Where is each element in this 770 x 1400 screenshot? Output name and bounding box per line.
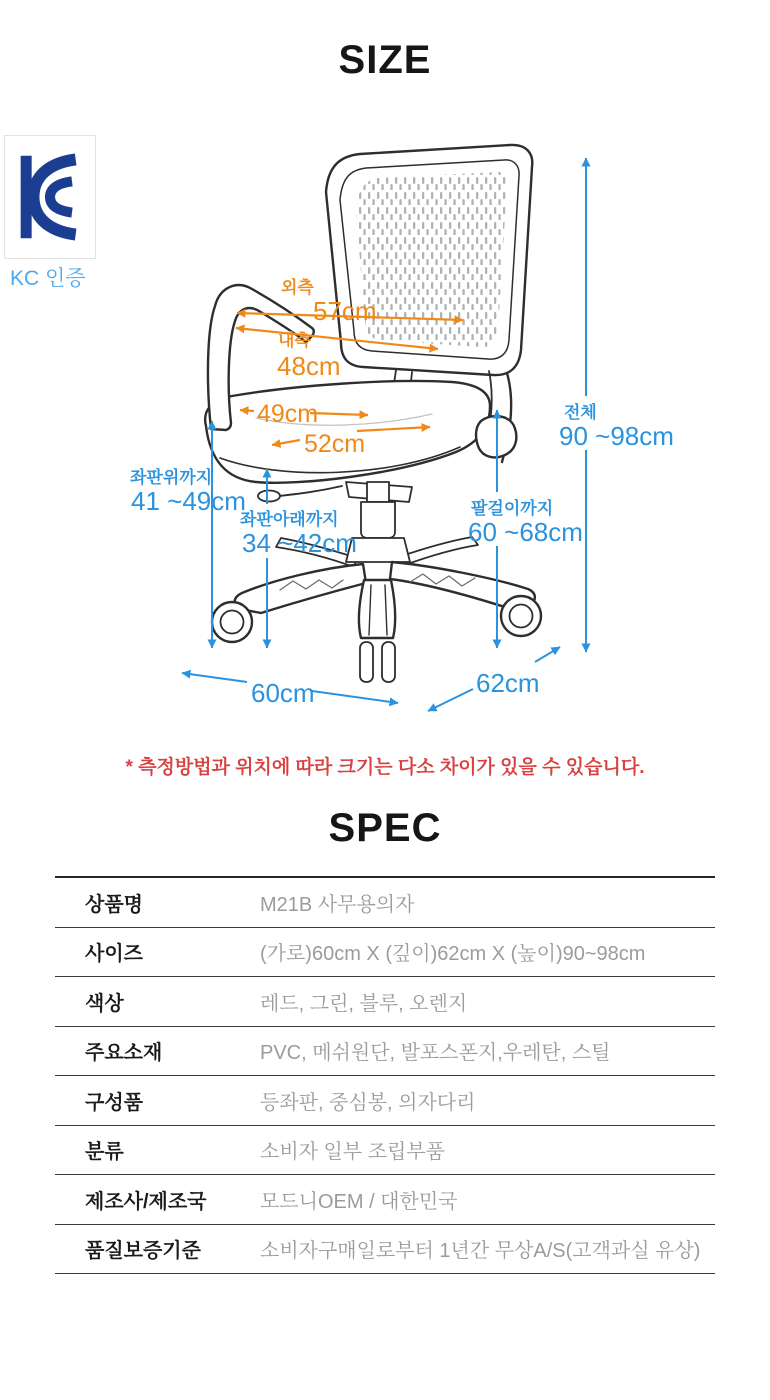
- spec-value: 소비자 일부 조립부품: [260, 1141, 445, 1164]
- outer-width-value: 57cm: [313, 296, 377, 326]
- spec-label: 상품명: [85, 893, 143, 916]
- spec-table: [55, 876, 715, 1274]
- armrest-height-value: 60 ~68cm: [468, 517, 583, 547]
- measurement-disclaimer-note: * 측정방법과 위치에 따라 크기는 다소 차이가 있을 수 있습니다.: [125, 757, 645, 778]
- spec-row-product-name: [55, 878, 715, 928]
- chair-illustration: [205, 145, 541, 682]
- spec-value: 레드, 그린, 블루, 오렌지: [260, 992, 468, 1015]
- spec-value: 모드니OEM / 대한민국: [260, 1190, 458, 1213]
- overall-height-value: 90 ~98cm: [559, 421, 674, 451]
- spec-row-manufacturer: [55, 1175, 715, 1225]
- spec-row-components: [55, 1076, 715, 1126]
- seat-bottom-height-value: 34 ~42cm: [242, 528, 357, 558]
- spec-label: 색상: [85, 992, 124, 1015]
- chair-dimension-diagram: [60, 130, 690, 750]
- base-width-value: 60cm: [251, 678, 315, 708]
- armrest-height-label: 팔걸이까지: [471, 499, 554, 518]
- seat-depth-value: 52cm: [304, 430, 366, 458]
- spec-label: 분류: [85, 1141, 124, 1164]
- spec-row-color: [55, 977, 715, 1027]
- inner-width-label: 내측: [278, 331, 311, 350]
- spec-section-title: SPEC: [328, 806, 442, 850]
- outer-width-label: 외측: [281, 278, 314, 297]
- spec-row-size: [55, 928, 715, 978]
- spec-label: 품질보증기준: [85, 1240, 201, 1263]
- seat-width-value: 49cm: [257, 400, 319, 428]
- spec-label: 구성품: [85, 1091, 143, 1114]
- spec-label: 사이즈: [85, 943, 143, 966]
- spec-value: PVC, 메쉬원단, 발포스폰지,우레탄, 스틸: [260, 1042, 611, 1065]
- spec-row-materials: [55, 1027, 715, 1077]
- spec-value: 등좌판, 중심봉, 의자다리: [260, 1091, 476, 1114]
- kc-certification-label: KC 인증: [10, 267, 86, 290]
- seat-top-height-value: 41 ~49cm: [131, 486, 246, 516]
- spec-label: 주요소재: [85, 1042, 163, 1065]
- spec-value: M21B 사무용의자: [260, 893, 415, 916]
- size-section-title: SIZE: [338, 38, 432, 82]
- base-depth-value: 62cm: [476, 668, 540, 698]
- spec-value: (가로)60cm X (깊이)62cm X (높이)90~98cm: [260, 943, 646, 966]
- spec-value: 소비자구매일로부터 1년간 무상A/S(고객과실 유상): [260, 1240, 701, 1263]
- seat-top-height-label: 좌판위까지: [130, 468, 213, 487]
- inner-width-value: 48cm: [277, 351, 341, 381]
- spec-row-warranty: [55, 1225, 715, 1275]
- overall-height-label: 전체: [564, 403, 597, 422]
- spec-row-category: [55, 1126, 715, 1176]
- spec-label: 제조사/제조국: [85, 1190, 207, 1213]
- seat-bottom-height-label: 좌판아래까지: [240, 510, 339, 529]
